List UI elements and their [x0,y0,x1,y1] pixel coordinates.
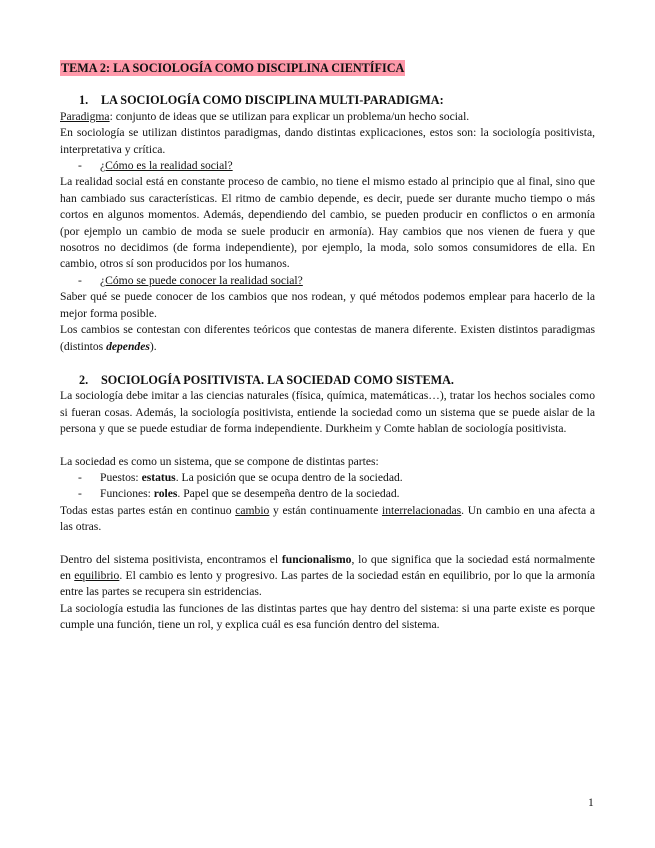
p4s2-text-a: Dentro del sistema positivista, encontramos el [60,552,282,566]
p4-text-a: Los cambios se contestan con diferentes teóricos que contestas de manera diferente. Existen distintos paradigmas (distintos [60,323,595,353]
equilibrio-term: equilibrio [74,568,120,582]
section-2-paragraph-5: La sociología estudia las funciones de las distintas partes que hay dentro del sistema: si una parte existe es porque cumple una función, tiene un rol, y explica cuál es esa función dentro del sistema. [60,601,595,632]
item2-text: . Papel que se desempeña dentro de la sociedad. [177,487,400,501]
roles-term: roles [153,487,178,501]
section-1-number: 1. [79,93,89,108]
section-2-number: 2. [79,372,89,387]
interrelacionadas-term: interrelacionadas [381,503,462,517]
paradigm-definition [60,109,595,125]
section-2-heading [79,372,595,388]
question-2-text: ¿Cómo se puede conocer la realidad social? [100,273,303,287]
section-1-paragraph-4 [60,322,595,355]
section-1-paragraph-3: Saber qué se puede conocer de los cambios que nos rodean, y qué métodos podemos emplear para hacerlo de la mejor forma posible. [60,290,595,320]
question-2: - ¿Cómo se puede conocer la realidad social? [78,273,595,289]
item1-label: Puestos: [100,470,142,484]
paradigm-definition-text: : conjunto de ideas que se utilizan para explicar un problema/un hecho social. [109,109,470,123]
section-1-paragraph-2: La realidad social está en constante proceso de cambio, no tiene el mismo estado al principio que al final, sino que han cambiado sus características. El ritmo de cambio depende, es decir, puede ser durante mucho tiempo o más cortos en algunos momentos. Además, dependiendo del cambio, se pueden producir en conflictos o en armonía (por ejemplo un cambio de moda se suele producir en armonía). Hay cambios que nos vienen de fuera y que nosotros no decidimos (de forma independiente), por ejemplo, la moda, solo somos consumidores de ella. En cambio, otros sí son producidos por los humanos. [60,175,595,271]
question-1-text: ¿Cómo es la realidad social? [100,159,233,173]
cambio-term: cambio [235,503,270,517]
document-page [60,58,595,634]
page-number: 1 [588,796,594,809]
section-2-paragraph-4 [60,552,595,601]
section-2-title: SOCIOLOGÍA POSITIVISTA. LA SOCIEDAD COMO SISTEMA. [101,372,454,387]
p4s2-text-e: . El cambio es lento y progresivo. Las partes de la sociedad están en equilibrio, por lo que la armonía entre las partes se recupera sin estridencias. [60,568,595,599]
section-2-paragraph-3 [60,503,595,536]
status-term: estatus [141,470,176,484]
dependes-term: dependes [106,339,150,353]
list-item-funciones: - Funciones: roles. Papel que se desempeña dentro de la sociedad. [78,487,400,501]
section-1-heading [79,92,595,108]
funcionalismo-term: funcionalismo [281,552,352,566]
p3-text-a: Todas estas partes están en continuo [60,503,236,517]
section-1-title: LA SOCIOLOGÍA COMO DISCIPLINA MULTI-PARADIGMA: [101,93,444,108]
section-2-paragraph-1: La sociología debe imitar a las ciencias naturales (física, química, matemáticas…), tratar los hechos sociales como si fueran cosas. Además, la sociología positivista, entiende la sociedad como un sistema que se puede aislar de la persona y que se puede estudiar de forma independiente. Durkheim y Comte hablan de sociología positivista. [60,389,595,436]
item2-label: Funciones: [100,487,154,501]
paradigm-term: Paradigma [60,109,110,123]
section-2-paragraph-2: La sociedad es como un sistema, que se compone de distintas partes: [60,454,379,468]
section-1-paragraph-1: En sociología se utilizan distintos paradigmas, dando distintas explicaciones, estos son: la sociología positivista, interpretativa y crítica. [60,126,595,156]
question-1: - ¿Cómo es la realidad social? [78,158,595,174]
p4-text-c: ). [149,339,157,353]
item1-text: . La posición que se ocupa dentro de la sociedad. [175,470,403,484]
document-title: TEMA 2: LA SOCIOLOGÍA COMO DISCIPLINA CIENTÍFICA [61,61,405,75]
p4s2-text-c: , lo que significa que la sociedad está normalmente en [60,552,596,582]
p3-text-e: . Un cambio en una afecta a las otras. [60,503,595,534]
p3-text-c: y están continuamente [269,503,382,517]
list-item-puestos: - Puestos: estatus. La posición que se ocupa dentro de la sociedad. [78,470,403,484]
